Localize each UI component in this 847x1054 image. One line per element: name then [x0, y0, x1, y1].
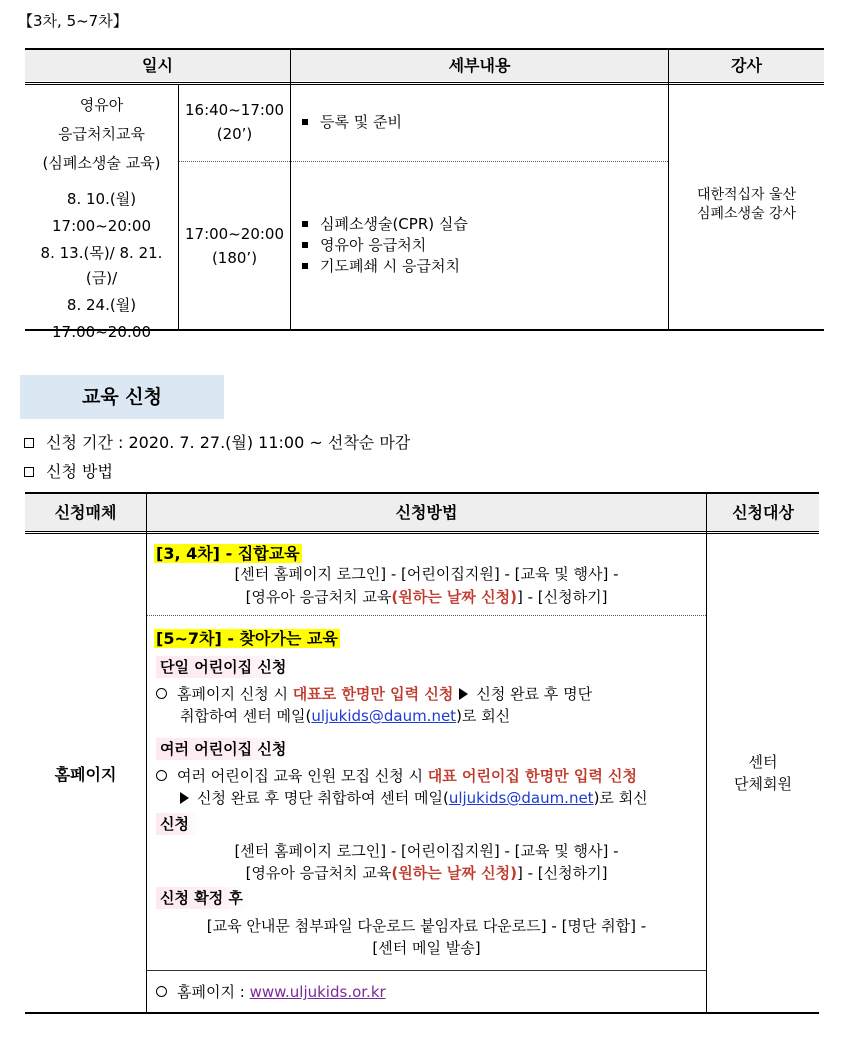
- slot-time-cell: [179, 222, 290, 270]
- instructor-cell: 대한적십자 울산 심폐소생술 강사: [696, 187, 797, 222]
- group-34-path1: [센터 홈페이지 로그인] - [어린이집지원] - [교육 및 행사] -: [234, 565, 619, 583]
- date-line: 17:00~20:00: [51, 217, 152, 235]
- slot-items: [292, 112, 402, 133]
- header-target: 신청대상: [707, 494, 819, 531]
- date-line: 8. 24.(월): [66, 296, 137, 314]
- single-line1: 홈페이지 신청 시 대표로 한명만 입력 신청 신청 완료 후 명단: [156, 683, 592, 706]
- email-link[interactable]: uljukids@daum.net: [448, 789, 594, 807]
- apply-path1: [센터 홈페이지 로그인] - [어린이집지원] - [교육 및 행사] -: [234, 842, 619, 860]
- subhead-multi: 여러 어린이집 신청: [156, 738, 294, 760]
- list-item: 등록 및 준비: [292, 112, 402, 133]
- medium-cell: 홈페이지: [54, 765, 117, 784]
- triangle-arrow-icon: [459, 688, 468, 700]
- single-line2: 취합하여 센터 메일(uljukids@daum.net)로 회신: [180, 707, 511, 725]
- slot-items: [292, 214, 468, 277]
- row-divider: [147, 615, 706, 616]
- dates-cell: [25, 187, 178, 345]
- list-item: 기도폐쇄 시 응급처치: [292, 256, 468, 277]
- header-datetime: 일시: [25, 50, 290, 81]
- confirm-line2: [센터 메일 발송]: [372, 939, 481, 957]
- confirm-line1: [교육 안내문 첨부파일 다운로드 붙임자료 다운로드] - [명단 취합] -: [206, 917, 647, 935]
- target-cell: 센터 단체회원: [734, 753, 792, 793]
- header-bottom-border: [25, 531, 819, 532]
- checkbox-bullet-icon: [24, 467, 34, 477]
- topic-cell: [25, 93, 178, 176]
- section-title: 교육 신청: [20, 375, 224, 419]
- row-divider: [147, 970, 706, 971]
- header-bottom-border-2: [25, 533, 819, 534]
- email-link[interactable]: uljukids@daum.net: [311, 707, 457, 725]
- circle-bullet-icon: [156, 986, 167, 997]
- group-57-title: [5~7차] - 찾아가는 교육: [156, 629, 338, 648]
- table-bottom-border: [25, 1012, 819, 1014]
- circle-bullet-icon: [156, 770, 167, 781]
- slot-time: 17:00~20:00: [184, 225, 285, 243]
- topic-line: (심폐소생술 교육): [42, 154, 161, 172]
- header-instructor: 강사: [669, 50, 824, 81]
- square-bullet-icon: [302, 263, 308, 269]
- square-bullet-icon: [302, 221, 308, 227]
- date-line: 17:00~20:00: [51, 323, 152, 341]
- subhead-single: 단일 어린이집 신청: [156, 656, 294, 678]
- group-34-title: [3, 4차] - 집합교육: [156, 544, 300, 563]
- schedule-title: 【3차, 5~7차】: [18, 12, 128, 30]
- slot-duration: (180’): [211, 249, 258, 267]
- header-medium: 신청매체: [25, 494, 146, 531]
- list-item: 심폐소생술(CPR) 실습: [292, 214, 468, 235]
- header-details: 세부내용: [291, 50, 668, 81]
- slot-time: 16:40~17:00: [184, 101, 285, 119]
- col-divider: [290, 50, 291, 330]
- method-line: 신청 방법: [20, 459, 113, 482]
- slot-duration: (20’): [216, 125, 253, 143]
- subhead-confirm: 신청 확정 후: [156, 887, 251, 909]
- list-item: 영유아 응급처치: [292, 235, 468, 256]
- date-line: 8. 10.(월): [66, 190, 137, 208]
- header-bottom-border: [25, 82, 824, 83]
- multi-line2: 신청 완료 후 명단 취합하여 센터 메일(uljukids@daum.net)로 회신: [174, 787, 648, 810]
- square-bullet-icon: [302, 242, 308, 248]
- topic-line: 응급처치교육: [58, 125, 145, 143]
- period-line: 신청 기간 : 2020. 7. 27.(월) 11:00 ~ 선착순 마감: [20, 430, 410, 453]
- homepage-line: 홈페이지 : www.uljukids.or.kr: [156, 981, 386, 1004]
- group-34-path2: [영유아 응급처치 교육(원하는 날짜 신청)] - [신청하기]: [245, 588, 608, 606]
- checkbox-bullet-icon: [24, 438, 34, 448]
- date-line: 8. 13.(목)/ 8. 21.(금)/: [40, 244, 163, 287]
- homepage-link[interactable]: www.uljukids.or.kr: [249, 983, 386, 1001]
- multi-line1: 여러 어린이집 교육 인원 모집 신청 시 대표 어린이집 한명만 입력 신청: [156, 765, 637, 788]
- apply-path2: [영유아 응급처치 교육(원하는 날짜 신청)] - [신청하기]: [245, 864, 608, 882]
- row-divider: [179, 161, 668, 162]
- triangle-arrow-icon: [180, 792, 189, 804]
- header-method: 신청방법: [147, 494, 706, 531]
- topic-line: 영유아: [79, 96, 124, 114]
- table-top-border: [25, 48, 824, 50]
- square-bullet-icon: [302, 119, 308, 125]
- circle-bullet-icon: [156, 688, 167, 699]
- header-bottom-border-2: [25, 84, 824, 85]
- slot-time-cell: [179, 98, 290, 146]
- table-top-border: [25, 492, 819, 494]
- subhead-apply: 신청: [156, 813, 197, 835]
